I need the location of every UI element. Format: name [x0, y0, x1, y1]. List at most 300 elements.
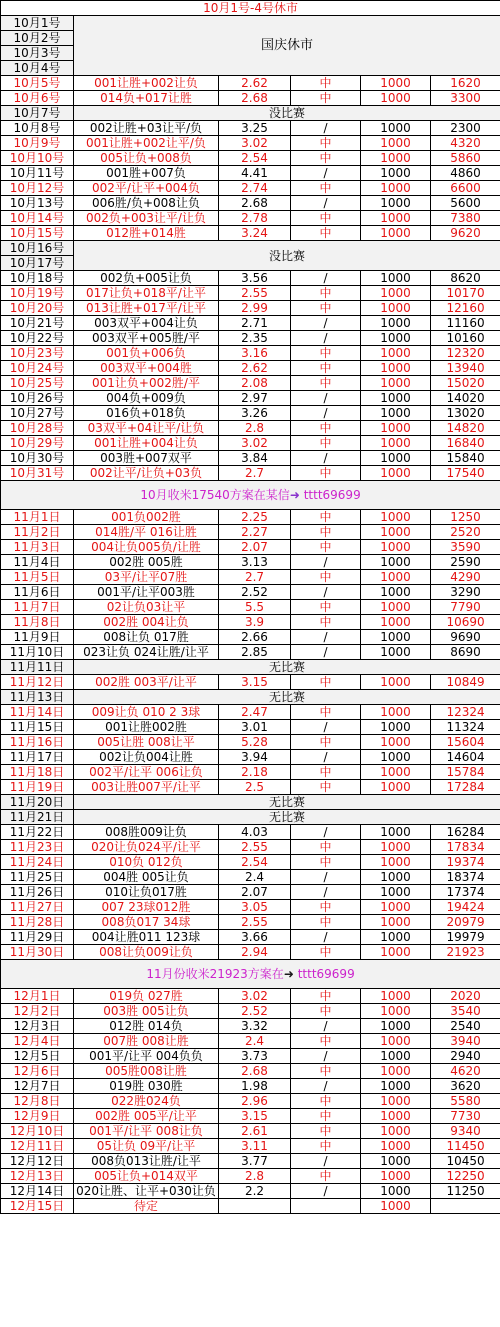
pick-cell: 008让负 017胜	[74, 630, 219, 645]
balance-cell: 3540	[431, 1004, 500, 1019]
result-cell: 中	[291, 181, 361, 196]
balance-cell: 15840	[431, 451, 500, 466]
date-cell: 10月18号	[1, 271, 74, 286]
date-cell: 12月2日	[1, 1004, 74, 1019]
stake-cell: 1000	[361, 735, 431, 750]
odds-cell: 2.66	[219, 630, 291, 645]
date-cell: 12月4日	[1, 1034, 74, 1049]
pick-cell: 012胜+014胜	[74, 226, 219, 241]
table-row	[1, 121, 500, 136]
table-row	[1, 421, 500, 436]
balance-cell: 19374	[431, 855, 500, 870]
result-cell: 中	[291, 510, 361, 525]
pick-cell: 006胜/负+008让负	[74, 196, 219, 211]
date-cell: 10月9号	[1, 136, 74, 151]
table-row	[1, 76, 500, 91]
result-cell: 中	[291, 855, 361, 870]
result-cell: 中	[291, 436, 361, 451]
odds-cell: 2.7	[219, 466, 291, 481]
stake-cell: 1000	[361, 451, 431, 466]
date-cell: 12月11日	[1, 1139, 74, 1154]
table-row	[1, 151, 500, 166]
odds-cell: 2.94	[219, 945, 291, 960]
date-cell: 11月13日	[1, 690, 74, 705]
date-cell: 11月11日	[1, 660, 74, 675]
pick-cell: 007胜 008让胜	[74, 1034, 219, 1049]
date-cell: 11月5日	[1, 570, 74, 585]
odds-cell: 3.02	[219, 436, 291, 451]
balance-cell: 2520	[431, 525, 500, 540]
date-cell: 10月19号	[1, 286, 74, 301]
table-row	[1, 600, 500, 615]
odds-cell: 2.25	[219, 510, 291, 525]
stake-cell: 1000	[361, 436, 431, 451]
promo-contact: tttt69699	[303, 488, 361, 502]
balance-cell: 12324	[431, 705, 500, 720]
pick-cell: 004让负005负/让胜	[74, 540, 219, 555]
date-cell: 11月4日	[1, 555, 74, 570]
holiday-closed-note: 国庆休市	[74, 16, 500, 76]
table-row	[1, 1049, 500, 1064]
date-cell: 12月3日	[1, 1019, 74, 1034]
balance-cell: 3290	[431, 585, 500, 600]
result-cell: 中	[291, 76, 361, 91]
date-cell: 12月5日	[1, 1049, 74, 1064]
result-cell: 中	[291, 945, 361, 960]
stake-cell: 1000	[361, 466, 431, 481]
stake-cell: 1000	[361, 825, 431, 840]
table-row	[1, 630, 500, 645]
stake-cell: 1000	[361, 1154, 431, 1169]
balance-cell: 7380	[431, 211, 500, 226]
date-cell: 12月12日	[1, 1154, 74, 1169]
table-row	[1, 855, 500, 870]
date-cell: 11月15日	[1, 720, 74, 735]
stake-cell: 1000	[361, 1184, 431, 1199]
result-cell: 中	[291, 915, 361, 930]
table-row	[1, 930, 500, 945]
result-cell: 中	[291, 466, 361, 481]
table-row	[1, 750, 500, 765]
stake-cell: 1000	[361, 1094, 431, 1109]
date-cell: 11月29日	[1, 930, 74, 945]
promo-banner	[1, 960, 500, 989]
date-cell: 11月22日	[1, 825, 74, 840]
date-cell: 12月15日	[1, 1199, 74, 1214]
table-row	[1, 735, 500, 750]
pick-cell: 002让负004让胜	[74, 750, 219, 765]
table-row	[1, 271, 500, 286]
pick-cell: 001让负+002胜/平	[74, 376, 219, 391]
result-cell: 中	[291, 226, 361, 241]
table-row	[1, 166, 500, 181]
table-row	[1, 1184, 500, 1199]
odds-cell: 2.62	[219, 76, 291, 91]
pick-cell: 014胜/平 016让胜	[74, 525, 219, 540]
balance-cell: 5860	[431, 151, 500, 166]
stake-cell: 1000	[361, 930, 431, 945]
odds-cell: 3.9	[219, 615, 291, 630]
date-cell: 11月25日	[1, 870, 74, 885]
odds-cell: 2.18	[219, 765, 291, 780]
odds-cell: 3.56	[219, 271, 291, 286]
stake-cell: 1000	[361, 780, 431, 795]
result-cell: 中	[291, 840, 361, 855]
balance-cell: 19979	[431, 930, 500, 945]
date-cell: 10月15号	[1, 226, 74, 241]
table-row	[1, 181, 500, 196]
balance-cell: 4620	[431, 1064, 500, 1079]
pick-cell: 003双平+005胜/平	[74, 331, 219, 346]
result-cell: /	[291, 1154, 361, 1169]
odds-cell: 4.41	[219, 166, 291, 181]
balance-cell: 2590	[431, 555, 500, 570]
result-cell: 中	[291, 705, 361, 720]
date-cell: 11月17日	[1, 750, 74, 765]
date-cell: 11月16日	[1, 735, 74, 750]
table-row	[1, 1109, 500, 1124]
date-cell: 10月3号	[1, 46, 74, 61]
date-cell: 10月20号	[1, 301, 74, 316]
date-cell: 11月3日	[1, 540, 74, 555]
date-cell: 11月26日	[1, 885, 74, 900]
pick-cell: 005让胜 008让平	[74, 735, 219, 750]
pick-cell: 002胜 004让负	[74, 615, 219, 630]
date-cell: 11月12日	[1, 675, 74, 690]
result-cell: /	[291, 166, 361, 181]
table-row	[1, 286, 500, 301]
balance-cell: 17284	[431, 780, 500, 795]
odds-cell: 2.52	[219, 585, 291, 600]
table-row	[1, 361, 500, 376]
balance-cell: 21923	[431, 945, 500, 960]
stake-cell: 1000	[361, 945, 431, 960]
date-cell: 12月14日	[1, 1184, 74, 1199]
balance-cell: 17374	[431, 885, 500, 900]
result-cell: 中	[291, 1124, 361, 1139]
result-cell: 中	[291, 765, 361, 780]
odds-cell: 3.32	[219, 1019, 291, 1034]
result-cell: /	[291, 645, 361, 660]
promo-text: 11月份收米21923方案在	[146, 967, 284, 981]
stake-cell: 1000	[361, 645, 431, 660]
result-cell: /	[291, 1079, 361, 1094]
pick-cell: 02让负03让平	[74, 600, 219, 615]
balance-cell: 6600	[431, 181, 500, 196]
table-row	[1, 810, 500, 825]
pick-cell: 003让胜007平/让平	[74, 780, 219, 795]
result-cell: 中	[291, 301, 361, 316]
pick-cell: 014负+017让胜	[74, 91, 219, 106]
odds-cell: 3.05	[219, 900, 291, 915]
odds-cell: 3.13	[219, 555, 291, 570]
date-cell: 10月7号	[1, 106, 74, 121]
table-row	[1, 705, 500, 720]
stake-cell: 1000	[361, 900, 431, 915]
stake-cell: 1000	[361, 331, 431, 346]
result-cell: /	[291, 720, 361, 735]
odds-cell: 2.96	[219, 1094, 291, 1109]
odds-cell: 2.8	[219, 421, 291, 436]
odds-cell: 2.55	[219, 915, 291, 930]
table-row	[1, 316, 500, 331]
stake-cell: 1000	[361, 136, 431, 151]
odds-cell: 3.84	[219, 451, 291, 466]
no-match-note: 无比赛	[74, 810, 500, 825]
stake-cell: 1000	[361, 570, 431, 585]
pick-cell: 005让负+014双平	[74, 1169, 219, 1184]
odds-cell: 2.68	[219, 196, 291, 211]
odds-cell: 2.08	[219, 376, 291, 391]
odds-cell: 2.8	[219, 1169, 291, 1184]
result-cell: 中	[291, 1034, 361, 1049]
date-cell: 11月1日	[1, 510, 74, 525]
date-cell: 10月27号	[1, 406, 74, 421]
balance-cell: 1620	[431, 76, 500, 91]
table-row	[1, 466, 500, 481]
odds-cell: 2.85	[219, 645, 291, 660]
odds-cell: 2.27	[219, 525, 291, 540]
odds-cell: 2.97	[219, 391, 291, 406]
table-row	[1, 1079, 500, 1094]
balance-cell: 4320	[431, 136, 500, 151]
date-cell: 12月8日	[1, 1094, 74, 1109]
table-row	[1, 436, 500, 451]
stake-cell: 1000	[361, 91, 431, 106]
result-cell: /	[291, 1049, 361, 1064]
table-row	[1, 106, 500, 121]
stake-cell: 1000	[361, 166, 431, 181]
stake-cell: 1000	[361, 301, 431, 316]
stake-cell: 1000	[361, 1139, 431, 1154]
stake-cell: 1000	[361, 391, 431, 406]
odds-cell: 5.28	[219, 735, 291, 750]
result-cell: /	[291, 316, 361, 331]
result-cell: 中	[291, 615, 361, 630]
date-cell: 11月2日	[1, 525, 74, 540]
table-row	[1, 406, 500, 421]
result-cell: 中	[291, 675, 361, 690]
table-row	[1, 720, 500, 735]
table-row	[1, 615, 500, 630]
odds-cell: 2.07	[219, 885, 291, 900]
stake-cell: 1000	[361, 675, 431, 690]
date-cell: 10月1号	[1, 16, 74, 31]
pick-cell: 019胜 030胜	[74, 1079, 219, 1094]
stake-cell: 1000	[361, 406, 431, 421]
pick-cell: 022胜024负	[74, 1094, 219, 1109]
stake-cell: 1000	[361, 361, 431, 376]
table-row	[1, 989, 500, 1004]
balance-cell: 11160	[431, 316, 500, 331]
date-cell: 10月30号	[1, 451, 74, 466]
stake-cell: 1000	[361, 1079, 431, 1094]
date-cell: 11月18日	[1, 765, 74, 780]
result-cell: 中	[291, 151, 361, 166]
stake-cell: 1000	[361, 376, 431, 391]
table-row	[1, 1139, 500, 1154]
pick-cell: 001让胜+002让负	[74, 76, 219, 91]
odds-cell: 3.02	[219, 136, 291, 151]
stake-cell: 1000	[361, 1169, 431, 1184]
result-cell: 中	[291, 600, 361, 615]
odds-cell: 3.73	[219, 1049, 291, 1064]
date-cell: 10月31号	[1, 466, 74, 481]
odds-cell: 3.11	[219, 1139, 291, 1154]
stake-cell: 1000	[361, 421, 431, 436]
result-cell: 中	[291, 1109, 361, 1124]
promo-contact: tttt69699	[297, 967, 355, 981]
stake-cell: 1000	[361, 121, 431, 136]
date-cell: 10月25号	[1, 376, 74, 391]
balance-cell: 3590	[431, 540, 500, 555]
date-cell: 11月20日	[1, 795, 74, 810]
pick-cell: 001负002胜	[74, 510, 219, 525]
date-cell: 10月28号	[1, 421, 74, 436]
date-cell: 11月27日	[1, 900, 74, 915]
pick-cell: 002胜 003平/让平	[74, 675, 219, 690]
pick-cell: 002让胜+03让平/负	[74, 121, 219, 136]
date-cell: 11月24日	[1, 855, 74, 870]
balance-cell: 9690	[431, 630, 500, 645]
balance-cell: 2300	[431, 121, 500, 136]
table-row	[1, 795, 500, 810]
table-row	[1, 301, 500, 316]
balance-cell: 14820	[431, 421, 500, 436]
date-cell: 10月24号	[1, 361, 74, 376]
no-match-note: 无比赛	[74, 660, 500, 675]
table-row	[1, 885, 500, 900]
date-cell: 10月26号	[1, 391, 74, 406]
pick-cell: 03双平+04让平/让负	[74, 421, 219, 436]
balance-cell: 9620	[431, 226, 500, 241]
promo-banner	[1, 481, 500, 510]
odds-cell: 3.94	[219, 750, 291, 765]
result-cell: 中	[291, 1064, 361, 1079]
stake-cell: 1000	[361, 1199, 431, 1214]
stake-cell: 1000	[361, 181, 431, 196]
result-cell: 中	[291, 525, 361, 540]
result-cell: 中	[291, 346, 361, 361]
stake-cell: 1000	[361, 705, 431, 720]
odds-cell: 2.2	[219, 1184, 291, 1199]
date-cell: 11月19日	[1, 780, 74, 795]
table-row	[1, 1094, 500, 1109]
result-cell: 中	[291, 900, 361, 915]
stake-cell: 1000	[361, 1034, 431, 1049]
balance-cell: 2540	[431, 1019, 500, 1034]
table-row	[1, 196, 500, 211]
stake-cell: 1000	[361, 151, 431, 166]
stake-cell: 1000	[361, 1109, 431, 1124]
balance-cell: 14020	[431, 391, 500, 406]
result-cell: /	[291, 1019, 361, 1034]
pick-cell: 008负017 34球	[74, 915, 219, 930]
balance-cell: 12160	[431, 301, 500, 316]
date-cell: 10月6号	[1, 91, 74, 106]
table-row	[1, 570, 500, 585]
result-cell: 中	[291, 735, 361, 750]
result-cell: /	[291, 121, 361, 136]
odds-cell: 2.4	[219, 1034, 291, 1049]
date-cell: 11月9日	[1, 630, 74, 645]
date-cell: 11月8日	[1, 615, 74, 630]
result-cell: 中	[291, 540, 361, 555]
table-row	[1, 226, 500, 241]
odds-cell: 2.7	[219, 570, 291, 585]
balance-cell: 11324	[431, 720, 500, 735]
date-cell: 10月29号	[1, 436, 74, 451]
balance-cell: 5600	[431, 196, 500, 211]
balance-cell: 16840	[431, 436, 500, 451]
pick-cell: 013让胜+017平/让平	[74, 301, 219, 316]
pick-cell: 001胜+007负	[74, 166, 219, 181]
result-cell: /	[291, 585, 361, 600]
balance-cell: 8620	[431, 271, 500, 286]
date-cell: 10月23号	[1, 346, 74, 361]
balance-cell: 3300	[431, 91, 500, 106]
result-cell: /	[291, 406, 361, 421]
odds-cell: 2.55	[219, 840, 291, 855]
result-cell: 中	[291, 211, 361, 226]
odds-cell: 3.15	[219, 1109, 291, 1124]
pick-cell: 007 23球012胜	[74, 900, 219, 915]
stake-cell: 1000	[361, 630, 431, 645]
table-row	[1, 585, 500, 600]
balance-cell: 5580	[431, 1094, 500, 1109]
pick-cell: 017让负+018平/让平	[74, 286, 219, 301]
table-row	[1, 1124, 500, 1139]
pick-cell: 004让胜011 123球	[74, 930, 219, 945]
balance-cell: 10170	[431, 286, 500, 301]
odds-cell: 2.47	[219, 705, 291, 720]
balance-cell: 2940	[431, 1049, 500, 1064]
date-cell: 12月10日	[1, 1124, 74, 1139]
balance-cell: 15784	[431, 765, 500, 780]
table-row	[1, 136, 500, 151]
stake-cell: 1000	[361, 1004, 431, 1019]
result-cell: /	[291, 196, 361, 211]
result-cell: 中	[291, 1169, 361, 1184]
stake-cell: 1000	[361, 915, 431, 930]
stake-cell: 1000	[361, 76, 431, 91]
date-cell: 11月14日	[1, 705, 74, 720]
balance-cell: 20979	[431, 915, 500, 930]
pick-cell: 008胜009让负	[74, 825, 219, 840]
no-match-note: 无比赛	[74, 795, 500, 810]
result-cell: 中	[291, 286, 361, 301]
balance-cell: 10849	[431, 675, 500, 690]
result-cell: /	[291, 555, 361, 570]
odds-cell: 2.71	[219, 316, 291, 331]
date-cell: 10月22号	[1, 331, 74, 346]
stake-cell: 1000	[361, 885, 431, 900]
odds-cell: 3.77	[219, 1154, 291, 1169]
result-cell: /	[291, 271, 361, 286]
table-row	[1, 510, 500, 525]
balance-cell: 7790	[431, 600, 500, 615]
pick-cell: 010负 012负	[74, 855, 219, 870]
result-cell: /	[291, 825, 361, 840]
balance-cell: 19424	[431, 900, 500, 915]
stake-cell: 1000	[361, 211, 431, 226]
table-row	[1, 765, 500, 780]
odds-cell: 2.4	[219, 870, 291, 885]
stake-cell: 1000	[361, 525, 431, 540]
date-cell: 12月1日	[1, 989, 74, 1004]
pick-cell: 008负013让胜/让平	[74, 1154, 219, 1169]
stake-cell: 1000	[361, 855, 431, 870]
